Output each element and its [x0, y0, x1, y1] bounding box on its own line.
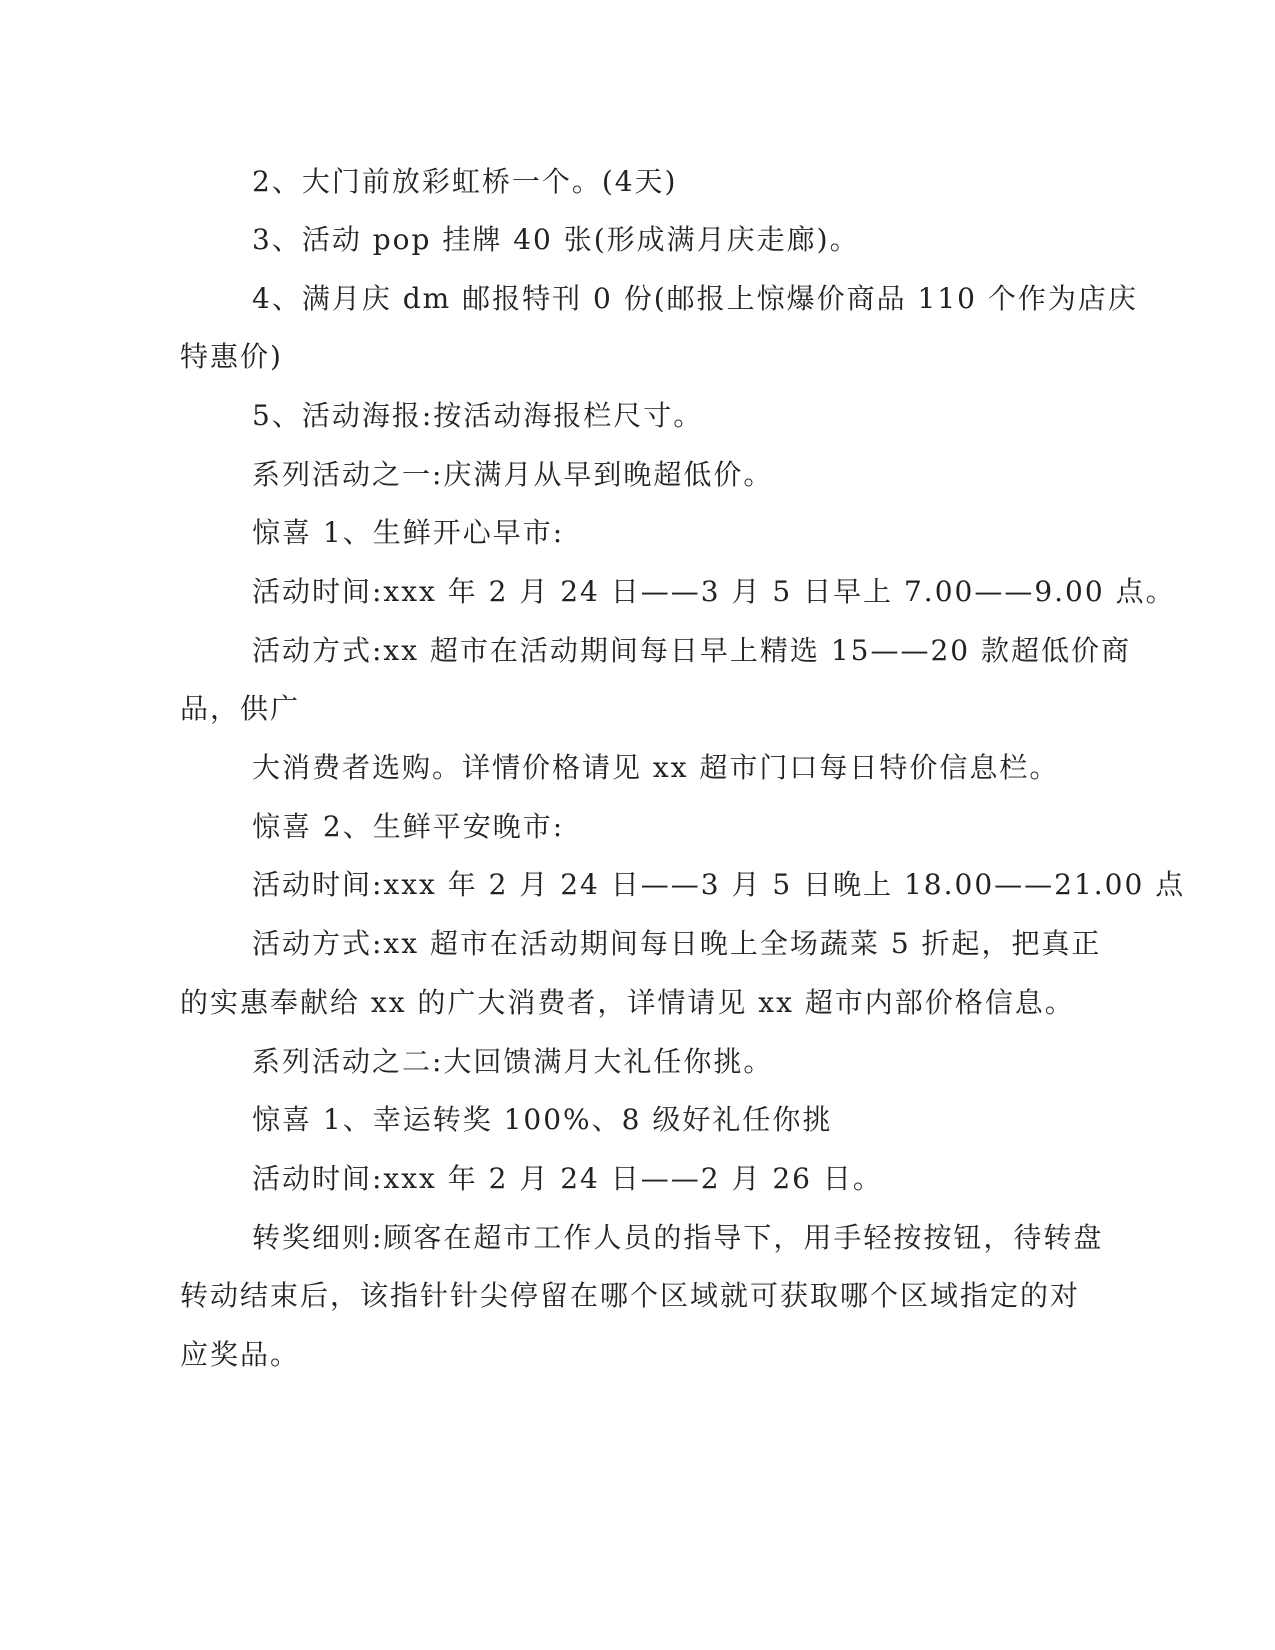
paragraph-line: 活动方式:xx 超市在活动期间每日早上精选 15——20 款超低价商	[252, 634, 1131, 667]
section-heading: 系列活动之一:庆满月从早到晚超低价。	[252, 458, 774, 491]
section-heading: 系列活动之二:大回馈满月大礼任你挑。	[252, 1045, 774, 1078]
paragraph-line: 5、活动海报:按活动海报栏尺寸。	[252, 399, 704, 432]
paragraph-line: 特惠价)	[180, 340, 283, 373]
paragraph-line: 的实惠奉献给 xx 的广大消费者，详情请见 xx 超市内部价格信息。	[180, 986, 1075, 1019]
subsection-heading: 惊喜 1、幸运转奖 100%、8 级好礼任你挑	[252, 1103, 833, 1136]
paragraph-line: 3、活动 pop 挂牌 40 张(形成满月庆走廊)。	[252, 223, 860, 256]
paragraph-line: 品，供广	[180, 692, 301, 725]
paragraph-line: 活动时间:xxx 年 2 月 24 日——2 月 26 日。	[252, 1162, 883, 1195]
subsection-heading: 惊喜 1、生鲜开心早市:	[252, 516, 565, 549]
paragraph-line: 大消费者选购。详情价格请见 xx 超市门口每日特价信息栏。	[252, 751, 1060, 784]
paragraph-line: 转动结束后，该指针针尖停留在哪个区域就可获取哪个区域指定的对	[180, 1279, 1081, 1312]
paragraph-line: 4、满月庆 dm 邮报特刊 0 份(邮报上惊爆价商品 110 个作为店庆	[252, 282, 1138, 315]
subsection-heading: 惊喜 2、生鲜平安晚市:	[252, 810, 565, 843]
paragraph-line: 2、大门前放彩虹桥一个。(4天)	[252, 165, 678, 198]
paragraph-line: 活动时间:xxx 年 2 月 24 日——3 月 5 日早上 7.00——9.00 点。	[252, 575, 1176, 608]
paragraph-line: 应奖品。	[180, 1338, 301, 1371]
paragraph-line: 活动方式:xx 超市在活动期间每日晚上全场蔬菜 5 折起，把真正	[252, 927, 1102, 960]
paragraph-line: 转奖细则:顾客在超市工作人员的指导下，用手轻按按钮，待转盘	[252, 1221, 1104, 1254]
paragraph-line: 活动时间:xxx 年 2 月 24 日——3 月 5 日晚上 18.00——21.00 点	[252, 868, 1186, 901]
